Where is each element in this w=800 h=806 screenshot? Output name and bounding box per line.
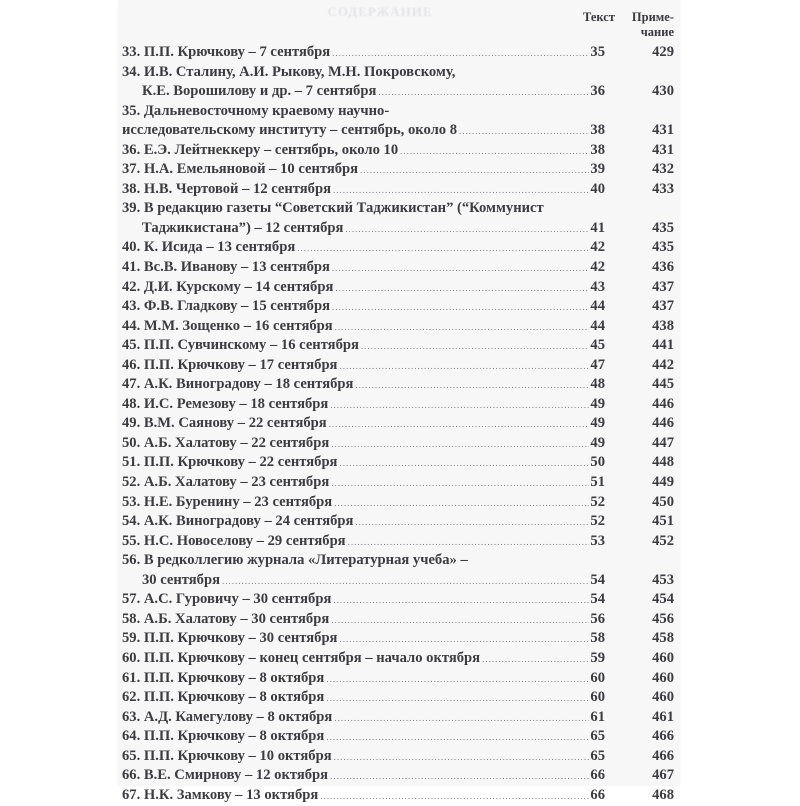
dot-leader xyxy=(339,630,589,650)
text-page-number: 65 xyxy=(590,728,605,745)
note-page-number: 437 xyxy=(652,278,674,295)
toc-entry[interactable] xyxy=(122,532,677,552)
toc-entry[interactable] xyxy=(122,551,677,590)
note-page-number: 468 xyxy=(652,786,674,803)
note-page-number: 461 xyxy=(652,708,674,725)
toc-entry-title: 50. А.Б. Халатову – 22 сентября xyxy=(122,434,330,451)
dot-leader xyxy=(320,787,589,806)
text-page-number: 52 xyxy=(590,513,605,530)
note-page-number: 460 xyxy=(652,669,674,686)
text-page-number: 36 xyxy=(590,83,605,100)
toc-entry-title: 51. П.П. Крючкову – 22 сентября xyxy=(122,454,338,471)
dot-leader xyxy=(482,650,589,670)
toc-entry-title: 59. П.П. Крючкову – 30 сентября xyxy=(122,630,338,647)
toc-entry-title: 41. Вс.В. Иванову – 13 сентября xyxy=(122,259,330,276)
toc-entry[interactable] xyxy=(122,102,677,141)
text-page-number: 42 xyxy=(590,239,605,256)
toc-entry[interactable] xyxy=(122,336,677,356)
text-page-number: 39 xyxy=(590,161,605,178)
toc-entry-title: 47. А.К. Виноградову – 18 сентября xyxy=(122,376,354,393)
toc-entry[interactable] xyxy=(122,453,677,473)
toc-entry[interactable] xyxy=(122,493,677,513)
note-page-number: 456 xyxy=(652,610,674,627)
text-page-number: 38 xyxy=(590,141,605,158)
toc-entry[interactable] xyxy=(122,766,677,786)
text-page-number: 61 xyxy=(590,708,605,725)
dot-leader xyxy=(297,239,589,259)
toc-entry-title: 56. В редколлегию журнала «Литературная учеба» – xyxy=(122,552,468,569)
toc-entry[interactable] xyxy=(122,278,677,298)
toc-entry-title: 52. А.Б. Халатову – 23 сентября xyxy=(122,474,330,491)
toc-entry[interactable] xyxy=(122,629,677,649)
text-page-number: 40 xyxy=(590,180,605,197)
toc-entry-title: 53. Н.Е. Буренину – 23 сентября xyxy=(122,493,333,510)
text-page-number: 35 xyxy=(590,44,605,60)
note-page-number: 430 xyxy=(652,83,674,100)
dot-leader xyxy=(326,689,589,709)
toc-entry[interactable] xyxy=(122,473,677,493)
toc-entry-title: 58. А.Б. Халатову – 30 сентября xyxy=(122,610,330,627)
note-page-number: 441 xyxy=(652,337,674,354)
toc-entry[interactable] xyxy=(122,238,677,258)
note-page-number: 449 xyxy=(652,474,674,491)
text-page-number: 50 xyxy=(590,454,605,471)
toc-entry[interactable] xyxy=(122,747,677,767)
note-page-number: 460 xyxy=(652,649,674,666)
toc-entry-title: исследовательскому институту – сентябрь, около 8 xyxy=(122,122,457,139)
dot-leader xyxy=(331,611,589,631)
toc-entry-title: Таджикистана”) – 12 сентября xyxy=(142,219,344,236)
toc-entry-title: К.Е. Ворошилову и др. – 7 сентября xyxy=(142,83,377,100)
column-header-note: Приме- чание xyxy=(631,10,674,39)
dot-leader xyxy=(332,44,589,64)
text-page-number: 60 xyxy=(590,669,605,686)
dot-leader xyxy=(332,259,589,279)
dot-leader xyxy=(355,376,589,396)
toc-entry[interactable] xyxy=(122,375,677,395)
dot-leader xyxy=(334,748,589,768)
toc-entry-title: 39. В редакцию газеты “Советский Таджикистан” (“Коммунист xyxy=(122,200,544,217)
note-page-number: 435 xyxy=(652,219,674,236)
toc-entry[interactable] xyxy=(122,688,677,708)
toc-entry[interactable] xyxy=(122,63,677,102)
text-page-number: 65 xyxy=(590,747,605,764)
note-page-number: 442 xyxy=(652,356,674,373)
toc-entry-title: 55. Н.С. Новоселову – 29 сентября xyxy=(122,532,346,549)
dot-leader xyxy=(355,513,589,533)
dot-leader xyxy=(345,220,589,240)
text-page-number: 60 xyxy=(590,689,605,706)
toc-entry-title: 65. П.П. Крючкову – 10 октября xyxy=(122,747,332,764)
dot-leader xyxy=(339,454,589,474)
toc-entry-title: 38. Н.В. Чертовой – 12 сентября xyxy=(122,180,331,197)
dot-leader xyxy=(331,474,589,494)
dot-leader xyxy=(361,337,589,357)
bleed-through-heading: СОДЕРЖАНИЕ xyxy=(327,4,433,19)
toc-entry[interactable] xyxy=(122,727,677,747)
toc-entry-title: 46. П.П. Крючкову – 17 сентября xyxy=(122,356,338,373)
note-page-number: 431 xyxy=(652,141,674,158)
toc-entry[interactable] xyxy=(122,649,677,669)
note-page-number: 466 xyxy=(652,747,674,764)
toc-entry[interactable] xyxy=(122,199,677,238)
note-page-number: 436 xyxy=(652,259,674,276)
dot-leader xyxy=(348,533,589,553)
toc-entry[interactable] xyxy=(122,180,677,200)
text-page-number: 58 xyxy=(590,630,605,647)
toc-entry-title: 61. П.П. Крючкову – 8 октября xyxy=(122,669,325,686)
dot-leader xyxy=(331,435,589,455)
toc-entry-title: 62. П.П. Крючкову – 8 октября xyxy=(122,689,325,706)
toc-entry-title: 33. П.П. Крючкову – 7 сентября xyxy=(122,44,331,60)
dot-leader xyxy=(400,142,589,162)
toc-entry-title: 36. Е.Э. Лейтнеккеру – сентябрь, около 10 xyxy=(122,141,399,158)
toc-entry-title: 57. А.С. Гуровичу – 30 сентября xyxy=(122,591,332,608)
note-page-number: 466 xyxy=(652,728,674,745)
text-page-number: 53 xyxy=(590,532,605,549)
dot-leader xyxy=(222,572,589,592)
toc-entry[interactable] xyxy=(122,356,677,376)
note-page-number: 452 xyxy=(652,532,674,549)
toc-entry[interactable] xyxy=(122,786,677,806)
text-page-number: 59 xyxy=(590,649,605,666)
dot-leader xyxy=(378,83,589,103)
toc-entry-line xyxy=(122,63,677,83)
dot-leader xyxy=(333,181,589,201)
note-page-number: 432 xyxy=(652,161,674,178)
dot-leader xyxy=(335,279,589,299)
toc-entry[interactable] xyxy=(122,512,677,532)
dot-leader xyxy=(326,670,589,690)
text-page-number: 52 xyxy=(590,493,605,510)
toc-entry-line xyxy=(122,102,677,122)
toc-entry[interactable] xyxy=(122,395,677,415)
dot-leader xyxy=(339,357,589,377)
dot-leader xyxy=(334,494,589,514)
note-page-number: 458 xyxy=(652,630,674,647)
note-page-number: 467 xyxy=(652,767,674,784)
text-page-number: 49 xyxy=(590,415,605,432)
dot-leader xyxy=(334,709,589,729)
toc-entry-title: 49. В.М. Саянову – 22 сентября xyxy=(122,415,327,432)
text-page-number: 49 xyxy=(590,395,605,412)
text-page-number: 54 xyxy=(590,591,605,608)
note-page-number: 437 xyxy=(652,298,674,315)
note-page-number: 447 xyxy=(652,434,674,451)
text-page-number: 49 xyxy=(590,434,605,451)
toc-entry[interactable] xyxy=(122,708,677,728)
note-page-number: 454 xyxy=(652,591,674,608)
toc-entry-title: 35. Дальневосточному краевому научно- xyxy=(122,102,390,119)
text-page-number: 66 xyxy=(590,767,605,784)
toc-entry-title: 37. Н.А. Емельяновой – 10 сентября xyxy=(122,161,359,178)
note-page-number: 431 xyxy=(652,122,674,139)
dot-leader xyxy=(330,767,589,787)
toc-entry-title: 66. В.Е. Смирнову – 12 октября xyxy=(122,767,329,784)
toc-entry-title: 54. А.К. Виноградову – 24 сентября xyxy=(122,513,354,530)
text-page-number: 42 xyxy=(590,259,605,276)
toc-entry[interactable] xyxy=(122,434,677,454)
toc-entry[interactable] xyxy=(122,317,677,337)
dot-leader xyxy=(360,161,589,181)
note-page-number: 446 xyxy=(652,395,674,412)
note-page-number: 448 xyxy=(652,454,674,471)
note-page-number: 445 xyxy=(652,376,674,393)
note-page-number: 446 xyxy=(652,415,674,432)
toc-entry[interactable] xyxy=(122,669,677,689)
toc-entry-title: 60. П.П. Крючкову – конец сентября – начало октября xyxy=(122,649,481,666)
toc-entry[interactable] xyxy=(122,141,677,161)
text-page-number: 56 xyxy=(590,610,605,627)
toc-entry-title: 40. К. Исида – 13 сентября xyxy=(122,239,296,256)
note-page-number: 453 xyxy=(652,571,674,588)
note-page-number: 451 xyxy=(652,513,674,530)
text-page-number: 66 xyxy=(590,786,605,803)
text-page-number: 44 xyxy=(590,298,605,315)
toc-entry-title: 42. Д.И. Курскому – 14 сентября xyxy=(122,278,334,295)
toc-entry[interactable] xyxy=(122,43,677,63)
column-header-text: Текст xyxy=(583,10,615,24)
note-page-number: 460 xyxy=(652,689,674,706)
toc-entry[interactable] xyxy=(122,258,677,278)
toc-entry-title: 67. Н.К. Замкову – 13 октября xyxy=(122,786,319,803)
text-page-number: 41 xyxy=(590,219,605,236)
text-page-number: 54 xyxy=(590,571,605,588)
toc-entry[interactable] xyxy=(122,297,677,317)
toc-entry-title: 45. П.П. Сувчинскому – 16 сентября xyxy=(122,337,359,354)
toc-entry-line xyxy=(122,199,677,219)
text-page-number: 45 xyxy=(590,337,605,354)
dot-leader xyxy=(332,298,589,318)
dot-leader xyxy=(329,415,589,435)
toc-entry-title: 44. М.М. Зощенко – 16 сентября xyxy=(122,317,333,334)
dot-leader xyxy=(333,591,589,611)
toc-entry-title: 43. Ф.В. Гладкову – 15 сентября xyxy=(122,298,330,315)
toc-entry[interactable] xyxy=(122,160,677,180)
toc-entry-title: 48. И.С. Ремезову – 18 сентября xyxy=(122,395,329,412)
table-of-contents xyxy=(122,43,677,805)
note-page-number: 438 xyxy=(652,317,674,334)
note-page-number: 450 xyxy=(652,493,674,510)
text-page-number: 44 xyxy=(590,317,605,334)
dot-leader xyxy=(330,396,589,416)
dot-leader xyxy=(326,728,589,748)
toc-entry[interactable] xyxy=(122,610,677,630)
toc-entry-title: 30 сентября xyxy=(142,571,220,588)
toc-entry-title: 34. И.В. Сталину, А.И. Рыкову, М.Н. Покровскому, xyxy=(122,63,456,80)
dot-leader xyxy=(335,318,589,338)
note-page-number: 435 xyxy=(652,239,674,256)
note-page-number: 433 xyxy=(652,180,674,197)
note-page-number: 429 xyxy=(652,44,674,60)
toc-entry-title: 63. А.Д. Камегулову – 8 октября xyxy=(122,708,333,725)
toc-entry-title: 64. П.П. Крючкову – 8 октября xyxy=(122,728,325,745)
dot-leader xyxy=(459,122,589,142)
text-page-number: 38 xyxy=(590,122,605,139)
toc-entry-line xyxy=(122,551,677,571)
toc-entry[interactable] xyxy=(122,590,677,610)
text-page-number: 51 xyxy=(590,474,605,491)
toc-entry[interactable] xyxy=(122,414,677,434)
text-page-number: 48 xyxy=(590,376,605,393)
text-page-number: 43 xyxy=(590,278,605,295)
text-page-number: 47 xyxy=(590,356,605,373)
